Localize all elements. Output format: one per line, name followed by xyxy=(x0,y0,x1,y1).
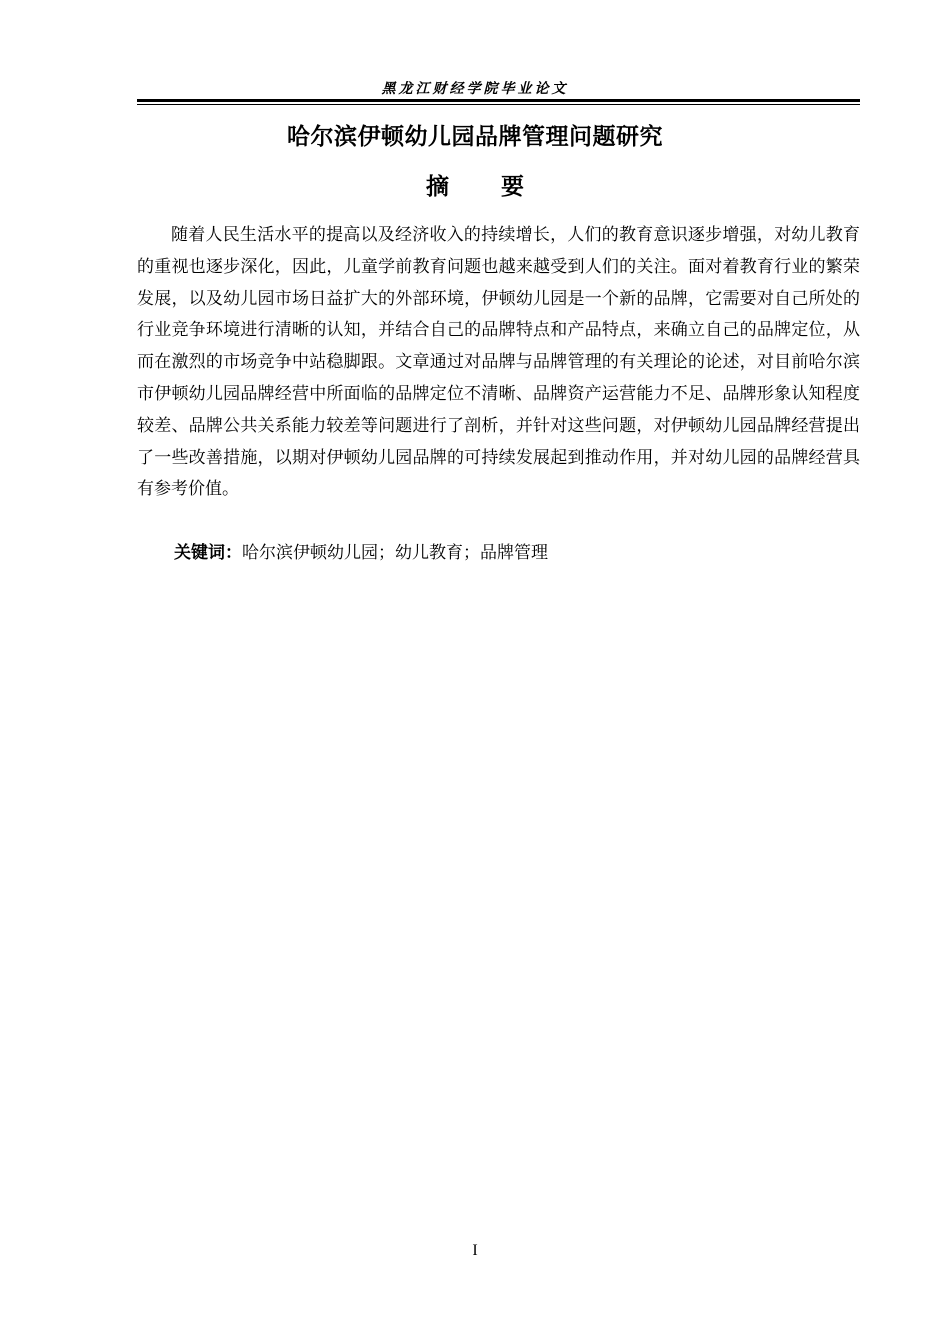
document-title: 哈尔滨伊顿幼儿园品牌管理问题研究 xyxy=(287,124,663,150)
header-rule-thick xyxy=(137,99,860,102)
abstract-heading-char-2: 要 xyxy=(501,174,524,200)
abstract-body: 随着人民生活水平的提高以及经济收入的持续增长，人们的教育意识逐步增强，对幼儿教育的重视也逐步深化，因此，儿童学前教育问题也越来越受到人们的关注。面对着教育行业的繁荣发展，以及幼儿园市场日益扩大的外部环境，伊顿幼儿园是一个新的品牌，它需要对自己所处的行业竞争环境进行清晰的认知，并结合自己的品牌特点和产品特点，来确立自己的品牌定位，从而在激烈的市场竞争中站稳脚跟。文章通过对品牌与品牌管理的有关理论的论述，对目前哈尔滨市伊顿幼儿园品牌经营中所面临的品牌定位不清晰、品牌资产运营能力不足、品牌形象认知程度较差、品牌公共关系能力较差等问题进行了剖析，并针对这些问题，对伊顿幼儿园品牌经营提出了一些改善措施，以期对伊顿幼儿园品牌的可持续发展起到推动作用，并对幼儿园的品牌经营具有参考价值。 xyxy=(137,225,860,500)
running-header-title: 黑龙江财经学院毕业论文 xyxy=(381,81,569,97)
abstract-heading xyxy=(0,168,950,201)
abstract-heading-char-1: 摘 xyxy=(426,174,449,200)
header-rule-thin xyxy=(137,104,860,105)
page-number: I xyxy=(472,1242,478,1259)
keywords-text: 哈尔滨伊顿幼儿园；幼儿教育；品牌管理 xyxy=(242,543,548,563)
keywords-line xyxy=(174,540,548,566)
keywords-label: 关键词： xyxy=(174,543,242,563)
